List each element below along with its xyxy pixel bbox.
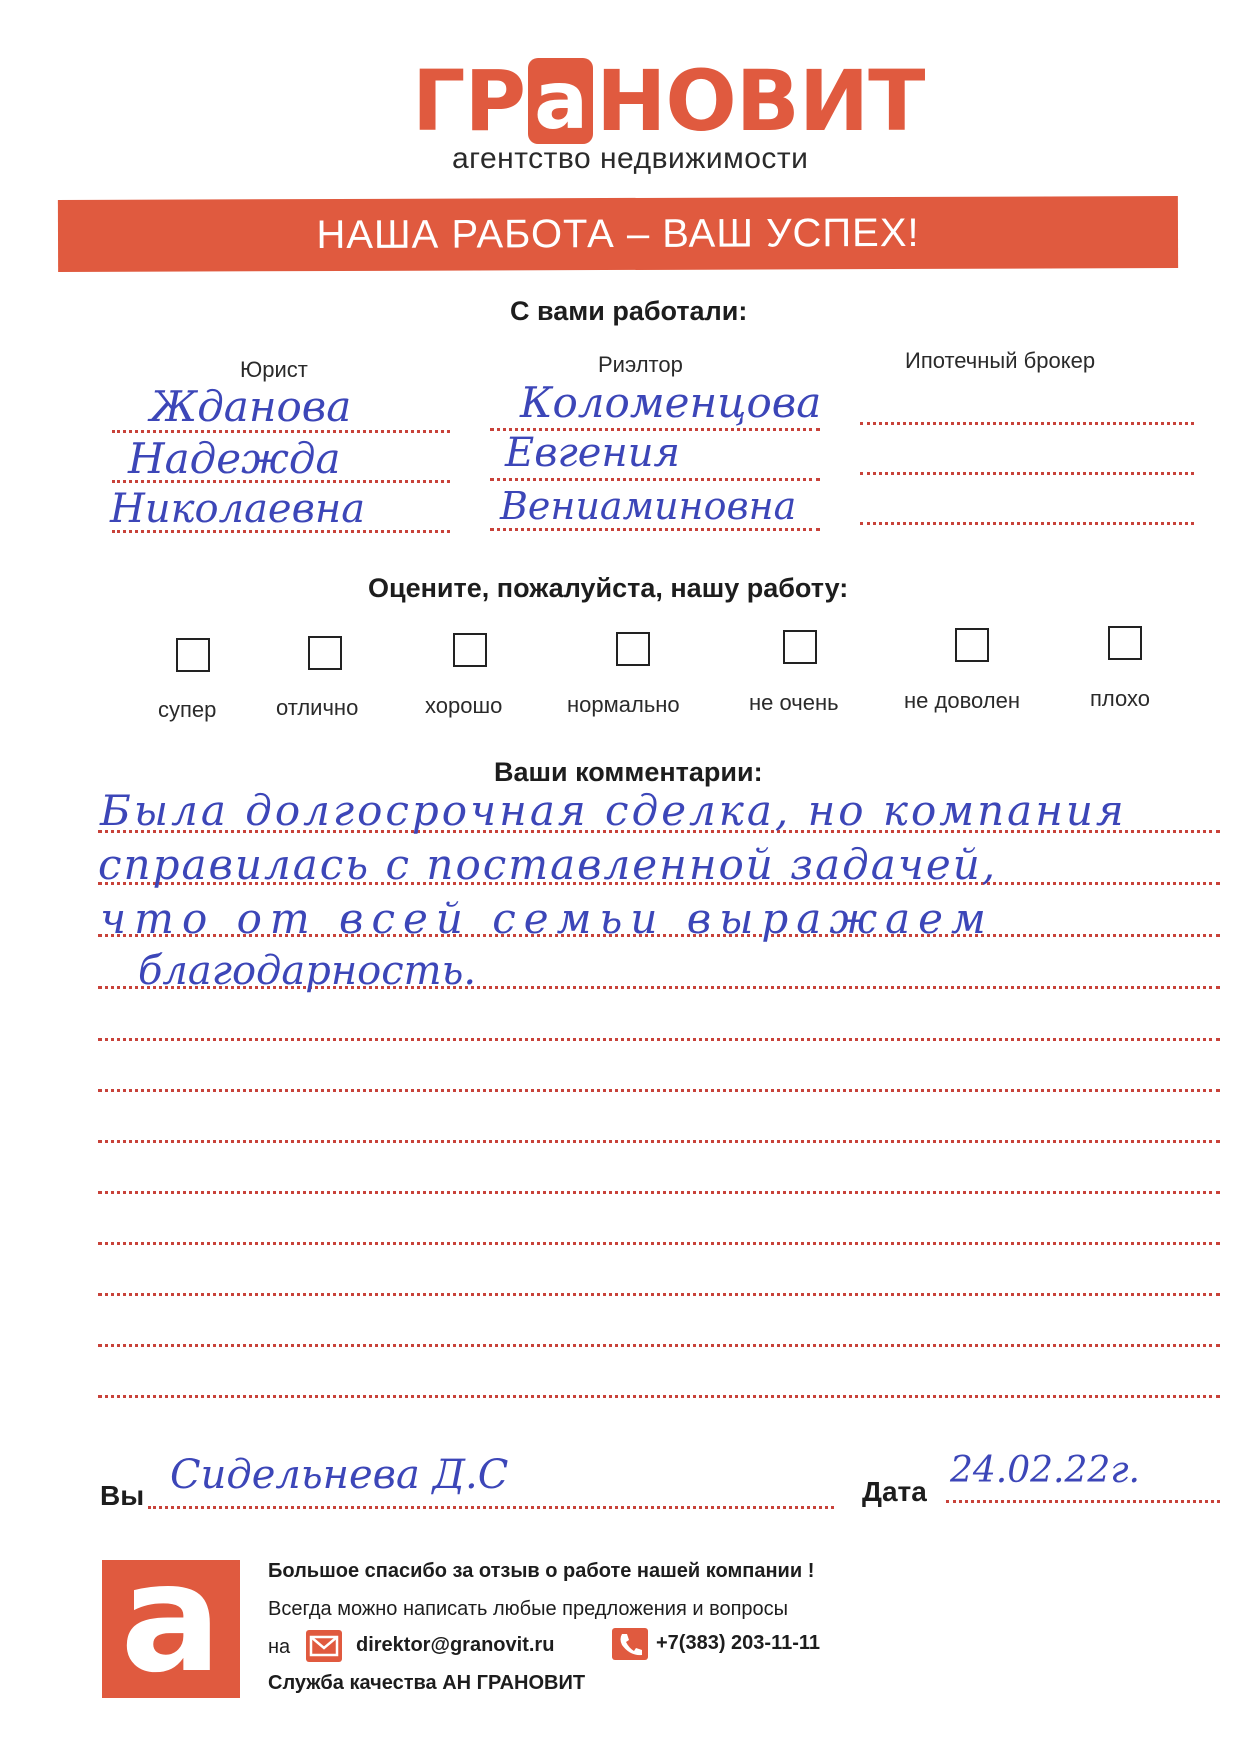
lawyer-label: Юрист: [240, 357, 308, 382]
broker-line-1: [860, 422, 1194, 425]
realtor-label: Риэлтор: [598, 352, 683, 377]
company-logo: [412, 52, 925, 150]
logo-text-pre: ГР: [412, 52, 526, 150]
footer-phone[interactable]: +7(383) 203-11-11: [656, 1632, 821, 1654]
comment-line-11: [98, 1344, 1220, 1347]
comment-line-12: [98, 1395, 1220, 1398]
rating-checkbox-not-really[interactable]: [783, 630, 817, 664]
comment-text-3: что от всей семьи выражаем: [100, 894, 994, 943]
rating-label-excellent: отлично: [276, 695, 359, 720]
realtor-surname: Коломенцова: [520, 378, 822, 427]
realtor-patronymic: Вениаминовна: [500, 484, 797, 528]
comment-text-4: благодарность.: [138, 948, 477, 994]
logo-letter-box: а: [528, 58, 593, 144]
rating-checkbox-bad[interactable]: [1108, 626, 1142, 660]
phone-icon: [612, 1628, 648, 1660]
realtor-line-3: [490, 528, 820, 531]
comment-line-8: [98, 1191, 1220, 1194]
footer-logo: а: [102, 1560, 240, 1698]
rating-checkbox-good[interactable]: [453, 633, 487, 667]
you-signature: Сидельнева Д.С: [170, 1452, 509, 1498]
comment-line-5: [98, 1038, 1220, 1041]
slogan-banner: НАША РАБОТА – ВАШ УСПЕХ!: [58, 196, 1178, 272]
rating-checkbox-unhappy[interactable]: [955, 628, 989, 662]
comment-line-6: [98, 1089, 1220, 1092]
rating-checkbox-excellent[interactable]: [308, 636, 342, 670]
footer-email[interactable]: direktor@granovit.ru: [356, 1634, 555, 1656]
comment-line-9: [98, 1242, 1220, 1245]
mail-icon: [306, 1630, 342, 1662]
rating-heading: Оцените, пожалуйста, нашу работу:: [368, 573, 849, 603]
lawyer-name: Надежда: [128, 434, 341, 483]
rating-label-super: супер: [158, 697, 217, 722]
comment-line-7: [98, 1140, 1220, 1143]
broker-line-2: [860, 472, 1194, 475]
rating-label-normal: нормально: [567, 692, 680, 717]
you-line: [148, 1506, 834, 1509]
comment-line-10: [98, 1293, 1220, 1296]
footer-service: Служба качества АН ГРАНОВИТ: [268, 1672, 586, 1694]
broker-line-3: [860, 522, 1194, 525]
rating-label-unhappy: не доволен: [904, 688, 1020, 713]
rating-label-good: хорошо: [425, 693, 503, 718]
rating-checkbox-super[interactable]: [176, 638, 210, 672]
realtor-name: Евгения: [505, 430, 680, 476]
lawyer-patronymic: Николаевна: [110, 486, 366, 532]
you-label: Вы: [100, 1480, 145, 1511]
agency-subtitle: агентство недвижимости: [452, 142, 809, 175]
comment-text-2: справилась с поставленной задачей,: [98, 840, 998, 889]
realtor-line-2: [490, 478, 820, 481]
footer-invite: Всегда можно написать любые предложения и вопросы: [268, 1598, 789, 1620]
comments-heading: Ваши комментарии:: [494, 757, 763, 787]
rating-checkbox-normal[interactable]: [616, 632, 650, 666]
logo-text-post: НОВИТ: [596, 52, 925, 150]
footer-thanks: Большое спасибо за отзыв о работе нашей компании !: [268, 1560, 815, 1582]
date-line: [946, 1500, 1220, 1503]
lawyer-surname: Жданова: [150, 382, 352, 431]
footer-on: на: [268, 1636, 291, 1658]
comment-text-1: Была долгосрочная сделка, но компания: [100, 786, 1127, 835]
date-label: Дата: [862, 1476, 927, 1507]
date-value: 24.02.22г.: [950, 1450, 1140, 1491]
rating-label-not-really: не очень: [749, 690, 839, 715]
broker-label: Ипотечный брокер: [905, 348, 1096, 373]
staff-heading: С вами работали:: [510, 296, 748, 326]
rating-label-bad: плохо: [1090, 686, 1150, 711]
